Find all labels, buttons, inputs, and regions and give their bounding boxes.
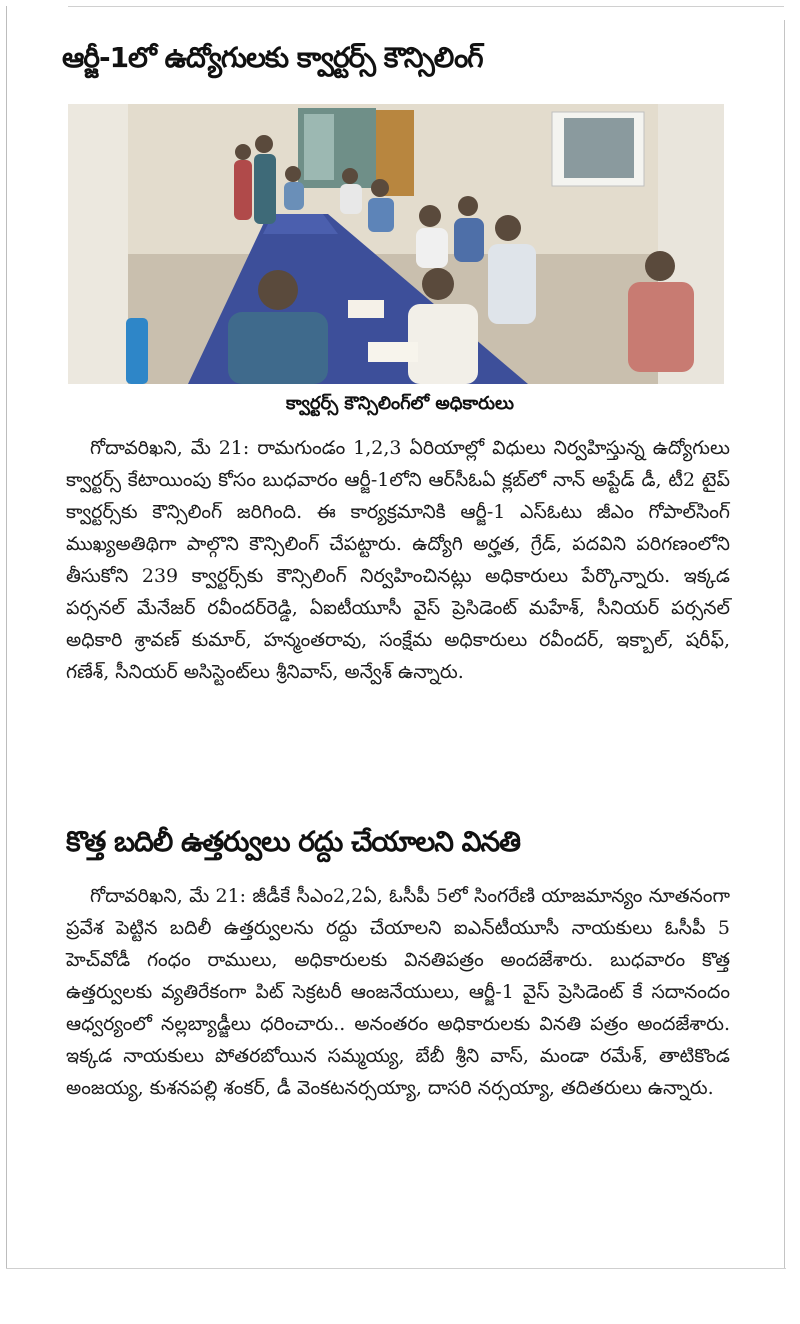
page-border-top	[68, 6, 784, 7]
article-2-headline: కొత్త బదిలీ ఉత్తర్వులు రద్దు చేయాలని వినతి	[66, 825, 521, 858]
page-border-bottom	[6, 1268, 786, 1269]
article-2-text: గోదావరిఖని, మే 21: జీడీకే సీఎం2,2ఏ, ఓసీపీ 5లో సింగరేణి యాజమాన్యం నూతనంగా ప్రవేశ పెట్టిన బదిలీ ఉత్తర్వులను రద్దు చేయాలని ఐఎన్‌టీయూసీ నాయకులు ఓసీపీ 5 హెచ్‌వోడీ గంధం రాములు, అధికారులకు వినతిపత్రం అందజేశారు. బుధవారం కొత్త ఉత్తర్వులకు వ్యతిరేకంగా పిట్ సెక్రటరీ ఆంజనేయులు, ఆర్జీ-1 వైస్ ప్రెసిడెంట్ కే సదానందం ఆధ్వర్యంలో నల్లబ్యాడ్జీలు ధరించారు.. అనంతరం అధికారులకు వినతి పత్రం అందజేశారు. ఇక్కడ నాయకులు పోతరబోయిన సమ్మయ్య, బేబీ శ్రీని వాస్, మండా రమేశ్, తాటికొండ అంజయ్య, కుశనపల్లి శంకర్, డీ వెంకటనర్సయ్యా, దాసరి నర్సయ్యా, తదితరులు ఉన్నారు.	[66, 885, 730, 1099]
news-photo	[68, 104, 724, 384]
meeting-photo-illustration	[68, 104, 724, 384]
page-border-right	[784, 20, 785, 1268]
article-1-text: గోదావరిఖని, మే 21: రామగుండం 1,2,3 ఏరియాల్లో విధులు నిర్వహిస్తున్న ఉద్యోగులు క్వార్టర్స్ కేటాయింపు కోసం బుధవారం ఆర్జీ-1లోని ఆర్‌సీఓఏ క్లబ్‌లో నాన్ అప్టేడ్ డీ, టీ2 టైప్ క్వార్టర్స్‌కు కౌన్సిలింగ్ జరిగింది. ఈ కార్యక్రమానికి ఆర్జీ-1 ఎస్‌ఓటు జీఎం గోపాల్‌సింగ్ ముఖ్యఅతిథిగా పాల్గొని కౌన్సిలింగ్ చేపట్టారు. ఉద్యోగి అర్హత, గ్రేడ్, పదవిని పరిగణంలోని తీసుకోని 239 క్వార్టర్స్‌కు కౌన్సిలింగ్ నిర్వహించినట్లు అధికారులు పేర్కొన్నారు. ఇక్కడ పర్సనల్ మేనేజర్ రవీందర్‌రెడ్డి, ఏఐటీయూసీ వైస్ ప్రెసిడెంట్ మహేశ్, సీనియర్ పర్సనల్ అధికారి శ్రావణ్ కుమార్, హన్మంతరావు, సంక్షేమ అధికారులు రవీందర్, ఇక్బాల్, షరీఫ్, గణేశ్, సీనియర్ అసిస్టెంట్‌లు శ్రీనివాస్, అన్వేశ్ ఉన్నారు.	[66, 437, 730, 683]
article-2-body	[66, 880, 730, 1104]
article-1-headline: ఆర్జీ-1లో ఉద్యోగులకు క్వార్టర్స్ కౌన్సిలింగ్	[62, 41, 483, 74]
photo-caption: క్వార్టర్స్ కౌన్సిలింగ్‌లో అధికారులు	[286, 393, 514, 414]
page-border-left	[6, 6, 7, 1268]
article-1-body	[66, 432, 730, 688]
